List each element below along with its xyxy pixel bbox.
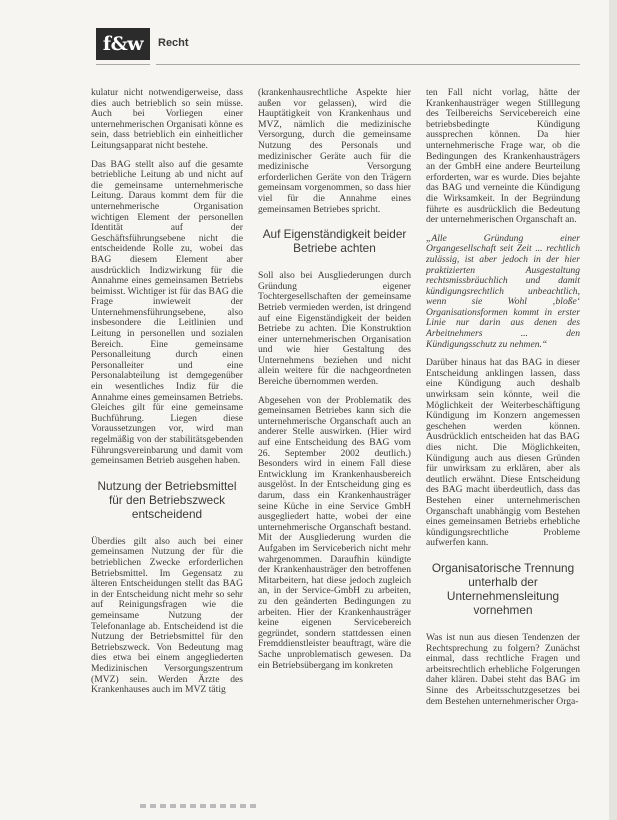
header-rule <box>156 64 580 65</box>
column-1 <box>91 88 243 704</box>
paragraph: Soll also bei Ausgliederungen durch Gründung eigener Tochtergesellschaften der gemeinsame Betrieb vermieden werden, ist dringend auf eine Eigenständigkeit der beiden Betriebe zu achten. Die Konstruktion einer unternehmerischen Organisation und wie hier Gestaltung des Unternehmens beziehen und nicht allein weitere für die nachgeordneten Bereiche übernommen werden. <box>258 270 411 388</box>
footer-mark <box>140 804 260 808</box>
header-rule-left <box>96 64 150 65</box>
paragraph: (krankenhausrechtliche Aspekte hier außen vor gelassen), wird die Hauptätigkeit von Krankenhaus und MVZ, nämlich die medizinische Versorgung, durch die gemeinsame Nutzung des Personals und medizinischer Geräte auch für die medizinische Versorgung erforderlichen Geräte von den Trägern gemeinsam vorgenommen, so dass hier viel für die Annahme eines gemeinsamen Betriebes spricht. <box>258 87 411 215</box>
paragraph: kulatur nicht notwendigerweise, dass dies auch betrieblich so sein müsse. Auch bei Vorliegen einer unternehmerischen Organisati könne es sein, dass betrieblich ein einheitlicher Leitungsapparat nicht bestehe. <box>91 87 243 151</box>
paragraph: Abgesehen von der Problematik des gemeinsamen Betriebes kann sich die unternehmerische Organschaft auch an anderer Stelle auswirken. (Hier wird auf eine Entscheidung des BAG vom 26. September 2002 deutlich.) Besonders wird in einem Fall diese Entwicklung im Krankenhausbereich ausgelöst. In der Entscheidung ging es darum, dass ein Krankenhausträger seine Küche in eine Service GmbH ausgegliedert hatte, wobei der eine unternehmerische Organschaft bestand. Mit der Ausgliederung wurden die Aufgaben im Serviceberich nicht mehr wahrgenommen. Daraufhin kündigte der Krankenhausträger den betroffenen Mitarbeitern, hat diese jedoch zugleich an, in der Service-GmbH zu arbeiten, zu den geänderten Bedingungen zu arbeiten. Hier der Krankenhausträger keine eigenen Servicebereich gegründet, sondern stattdessen einen Fremddienstleister beauftragt, wäre die Sache unproblematisch gewesen. Da ein Betriebsübergang im konkreten <box>258 394 411 671</box>
subheading: Organisatorische Trennung unterhalb der Unternehmensleitung vornehmen <box>431 560 575 617</box>
paragraph: Das BAG stellt also auf die gesamte betriebliche Leitung ab und nicht auf die gemeinsame unternehmerische Leitung. Daraus kommt dem für die unternehmerische Organisation wichtigen Element der personellen Identität auf der Geschäftsführungsebene nicht die entscheidende Rolle zu, wobei das BAG diesem Element aber ausdrücklich Indizwirkung für die Annahme eines gemeinsamen Betriebs beimisst. Wichtiger ist für das BAG die Frage inwieweit der Unternehmensführungsebene, also insbesondere die Leitlinien und Leitung in personellen und sozialen Bereich. Eine gemeinsame Personalleitung durch einen Personalleiter und eine Personalabteilung ist demgegenüber ein wesentliches Indiz für die Annahme eines gemeinsamen Betriebs. Gleiches gilt für eine gemeinsame Buchführung. Liegen diese Voraussetzungen vor, wird man regelmäßig von der stabilitätsgebenden Führungsvereinbarung und damit vom gemeinsamen Betrieb ausgehen haben. <box>91 158 243 467</box>
quote-paragraph: „Alle Gründung einer Organgesellschaft seit Zeit ... rechtlich zulässig, ist aber jedoch in der hier praktizierten Ausgestaltung rechtsmissbräuchlich und damit kündigungsrechtlich unbeachtlich, wenn sie Wohl ‚bloße‘ Organisationsformen kommt in erster Linie nur darin aus denen des Arbeitnehmers ... den Kündigungsschutz zu nehmen.“ <box>426 232 580 350</box>
page-header <box>0 0 617 72</box>
paragraph: Überdies gilt also auch bei einer gemeinsamen Nutzung der für die betrieblichen Zwecke erforderlichen Betriebsmittel. Im Gegensatz zu älteren Entscheidungen stellt das BAG in der Entscheidung nicht mehr so sehr auf Reinigungsfragen wie die gemeinsame Nutzung der Telefonanlage ab. Entscheidend ist die Nutzung der Betriebsmittel für den Betriebszweck. Von Bedeutung mag dies etwa bei einem angegliederten Medizinischen Versorgungszentrum (MVZ) sein. Werden Ärzte des Krankenhauses auch im MVZ tätig <box>91 535 243 696</box>
page-fold-shadow <box>609 0 617 820</box>
subheading: Nutzung der Betriebsmittel für den Betriebszweck entscheidend <box>97 478 237 521</box>
paragraph: ten Fall nicht vorlag, hätte der Krankenhausträger wegen Stilllegung des Teilbereichs Servicebereich eine betriebsbedingte Kündigung aussprechen können. Da hier unternehmerische Frage war, ob die Bedingungen des Krankenhausträgers an der GmbH eine andere Beurteilung erforderten, war es wurde. Dies bejahte das BAG und verneinte die Kündigung die Wirksamkeit. In der Begründung führte es ausdrücklich die Bedeutung der unternehmerischen Organschaft an. <box>426 87 580 226</box>
subheading: Auf Eigenständigkeit beider Betriebe achten <box>262 227 407 256</box>
column-2 <box>258 88 411 679</box>
column-3 <box>426 88 580 715</box>
paragraph: Darüber hinaus hat das BAG in dieser Entscheidung anklingen lassen, dass eine Kündigung auch deshalb unwirksam sein könnte, weil die Möglichkeit der Weiterbeschäftigung Kündigung im Konzern angemessen geschehen werden können. Ausdrücklich entscheiden hat das BAG dies nicht. Die Möglichkeiten, Kündigung auch aus diesen Gründen für unwirksam zu erklären, aber als deutlich erwähnt. Diese Entscheidung des BAG macht überdeutlich, dass das Bestehen einer unternehmerischen Organschaft unabhängig vom Bestehen eines gemeinsamen Betriebs erhebliche kündigungsrechtliche Probleme aufwerfen kann. <box>426 357 580 549</box>
section-title: Recht <box>158 37 189 49</box>
paragraph: Was ist nun aus diesen Tendenzen der Rechtsprechung zu folgern? Zunächst einmal, dass rechtliche Fragen und arbeitsrechtlich erhebliche Folgerungen daher klären. Dabei steht das BAG im Sinne des Arbeitsschutzgesetzes bei dem Bestehen unternehmerischer Orga- <box>426 631 580 707</box>
logo: f&w <box>96 28 150 60</box>
